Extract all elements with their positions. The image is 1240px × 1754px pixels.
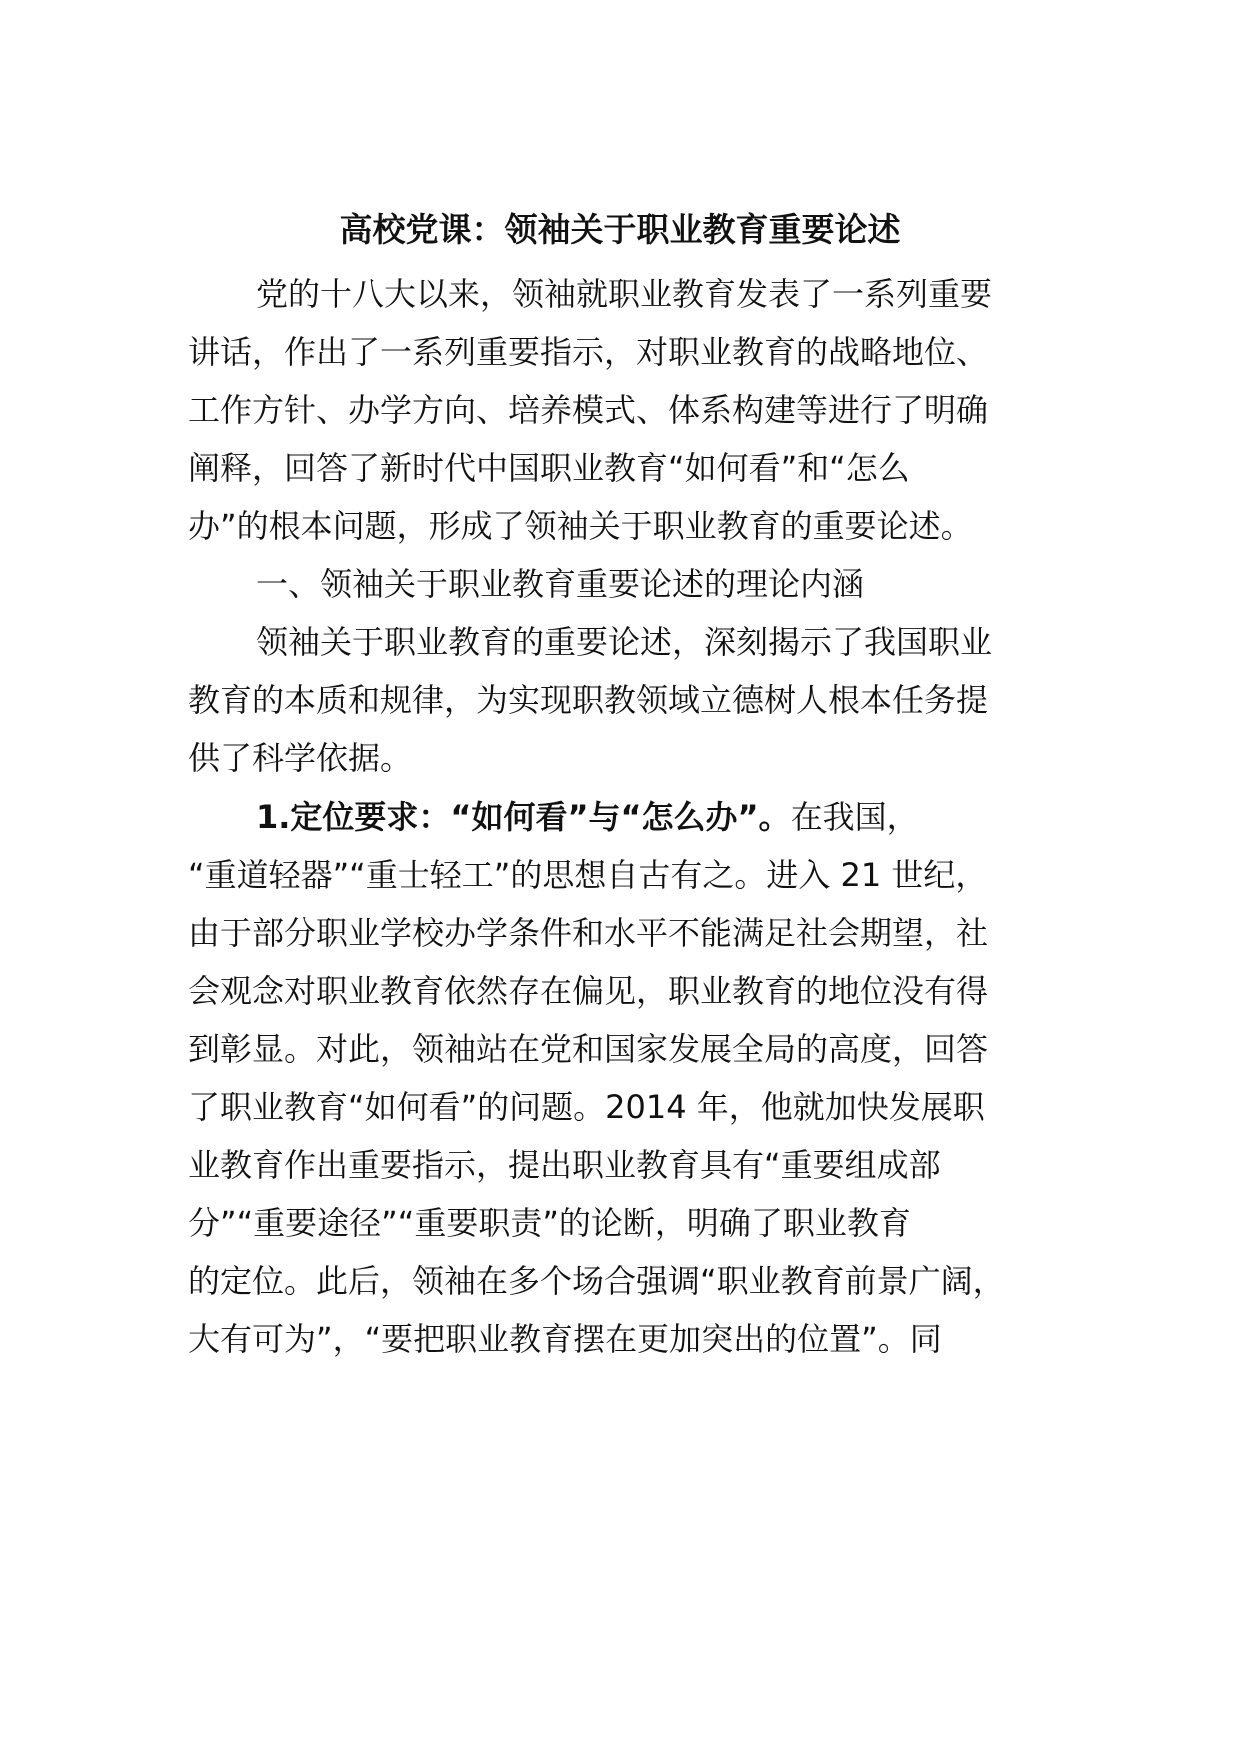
paragraph-line: 党的十八大以来，领袖就职业教育发表了一系列重要 bbox=[256, 275, 993, 313]
paragraph-line: 教育的本质和规律，为实现职教领域立德树人根本任务提 bbox=[188, 681, 989, 719]
paragraph-line: “重道轻器”“重士轻工”的思想自古有之。进入 21 世纪， bbox=[188, 856, 988, 894]
paragraph-line: 分”“重要途径”“重要职责”的论断，明确了职业教育 bbox=[188, 1204, 911, 1242]
subsection-heading: 1.定位要求：“如何看”与“怎么办”。 bbox=[256, 798, 791, 836]
paragraph-line: 大有可为”，“要把职业教育摆在更加突出的位置”。同 bbox=[188, 1320, 942, 1358]
subsection-line bbox=[256, 795, 919, 839]
paragraph-line: 阐释，回答了新时代中国职业教育“如何看”和“怎么 bbox=[188, 449, 910, 487]
paragraph-text: 在我国， bbox=[790, 798, 919, 836]
paragraph-line: 的定位。此后，领袖在多个场合强调“职业教育前景广阔， bbox=[188, 1262, 1005, 1300]
paragraph-line: 业教育作出重要指示，提出职业教育具有“重要组成部 bbox=[188, 1146, 941, 1184]
paragraph-line: 到彰显。对此，领袖站在党和国家发展全局的高度，回答 bbox=[188, 1030, 989, 1068]
paragraph-line: 工作方针、办学方向、培养模式、体系构建等进行了明确 bbox=[188, 391, 989, 429]
paragraph-line: 讲话，作出了一系列重要指示，对职业教育的战略地位、 bbox=[188, 333, 989, 371]
paragraph-line: 领袖关于职业教育的重要论述，深刻揭示了我国职业 bbox=[256, 623, 993, 661]
paragraph-line: 会观念对职业教育依然存在偏见，职业教育的地位没有得 bbox=[188, 972, 989, 1010]
paragraph-line: 办”的根本问题，形成了领袖关于职业教育的重要论述。 bbox=[188, 507, 973, 545]
section-heading: 一、领袖关于职业教育重要论述的理论内涵 bbox=[256, 565, 865, 603]
paragraph-line: 了职业教育“如何看”的问题。2014 年，他就加快发展职 bbox=[188, 1088, 985, 1126]
document-title: 高校党课：领袖关于职业教育重要论述 bbox=[339, 210, 901, 249]
paragraph-line: 供了科学依据。 bbox=[188, 739, 413, 777]
paragraph-line: 由于部分职业学校办学条件和水平不能满足社会期望，社 bbox=[188, 914, 989, 952]
